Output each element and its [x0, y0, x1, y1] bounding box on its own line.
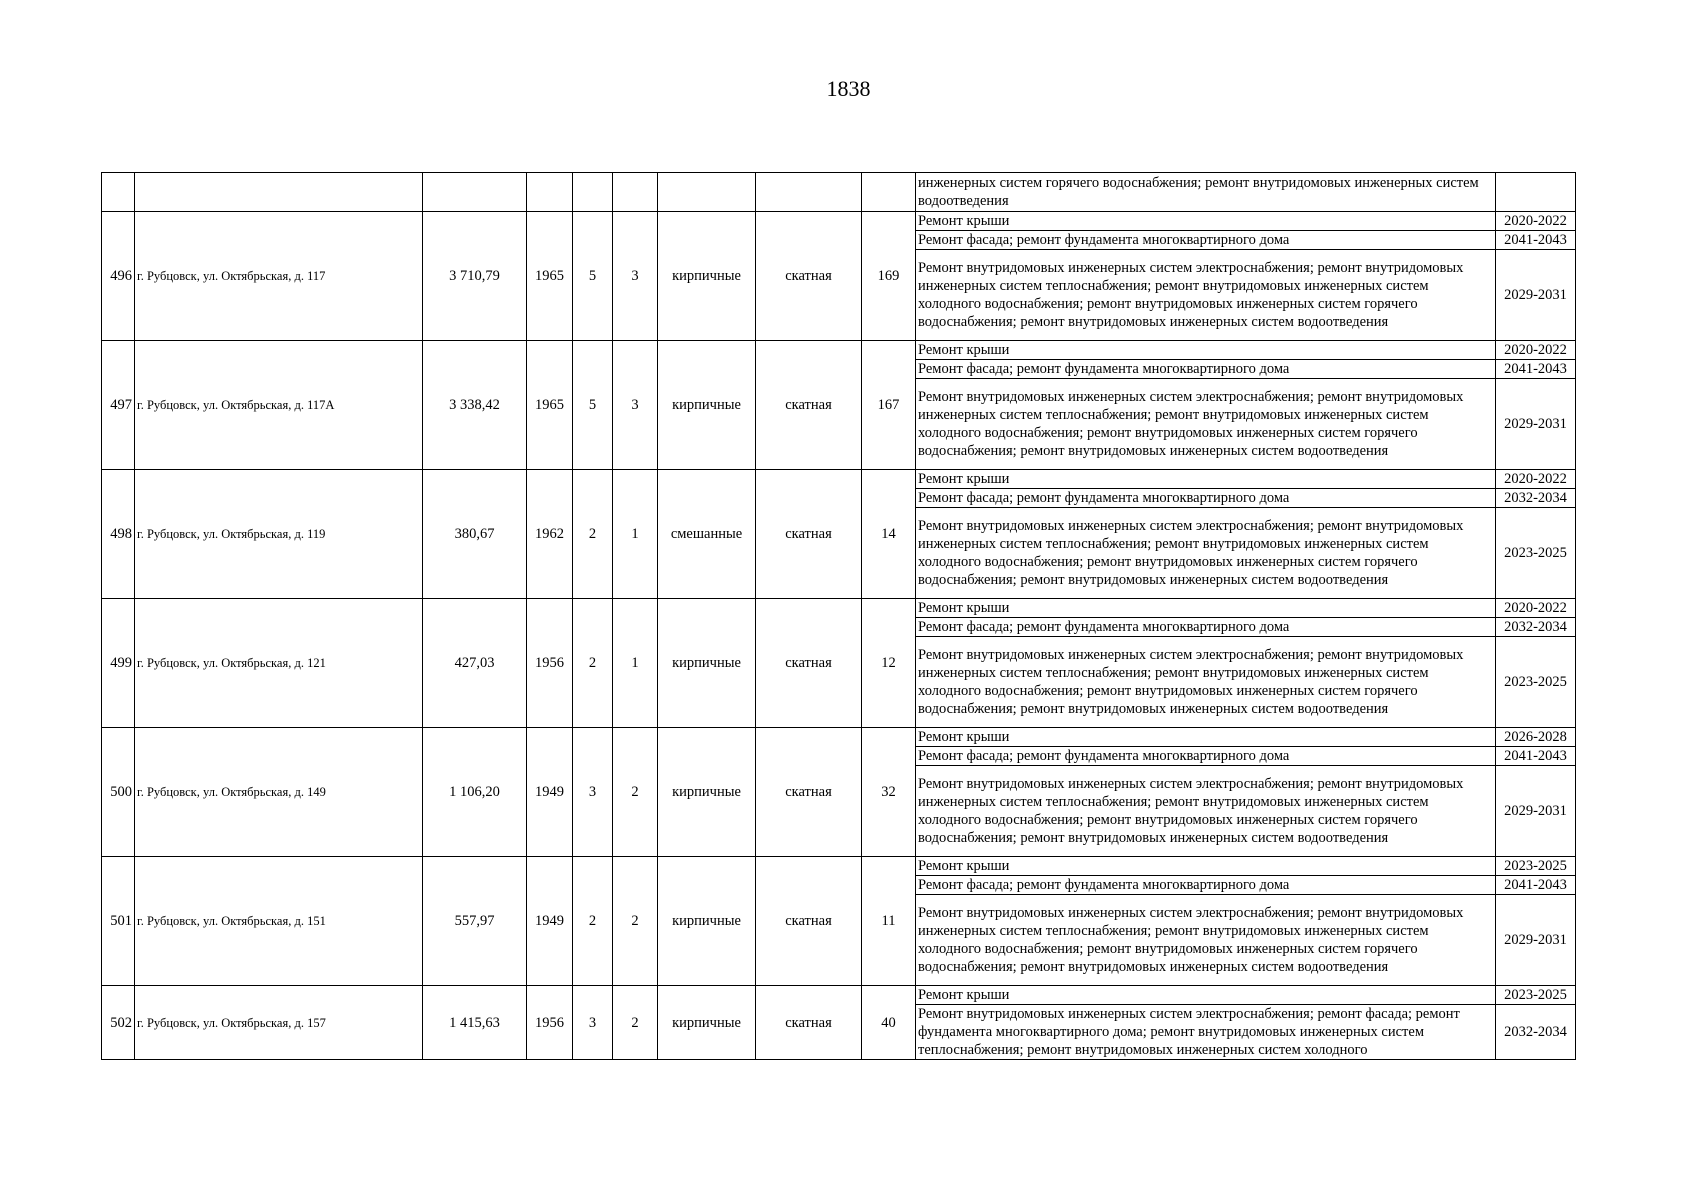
cell-work-type: Ремонт фасада; ремонт фундамента многоквартирного дома — [916, 489, 1496, 508]
cell-roof: скатная — [756, 986, 862, 1060]
cell-period: 2023-2025 — [1496, 508, 1576, 599]
cell-residents: 14 — [862, 470, 916, 599]
cell-work-type: Ремонт фасада; ремонт фундамента многоквартирного дома — [916, 876, 1496, 895]
table-row — [102, 599, 1576, 618]
cell-entrances: 2 — [613, 986, 658, 1060]
cell-roof: скатная — [756, 212, 862, 341]
cell-roof — [756, 173, 862, 212]
table-row — [102, 986, 1576, 1005]
cell-num: 497 — [102, 341, 135, 470]
cell-residents: 32 — [862, 728, 916, 857]
cell-period: 2029-2031 — [1496, 766, 1576, 857]
cell-address: г. Рубцовск, ул. Октябрьская, д. 121 — [135, 599, 423, 728]
table-row — [102, 470, 1576, 489]
cell-walls: смешанные — [658, 470, 756, 599]
continuation-row — [102, 173, 1576, 212]
cell-roof: скатная — [756, 728, 862, 857]
cell-entrances: 2 — [613, 857, 658, 986]
cell-num — [102, 173, 135, 212]
cell-floors: 2 — [573, 857, 613, 986]
cell-floors: 2 — [573, 470, 613, 599]
cell-work-type: Ремонт внутридомовых инженерных систем электроснабжения; ремонт внутридомовых инженерных систем теплоснабжения; ремонт внутридомовых инженерных систем холодного водоснабжения; ремонт внутридомовых инженерных систем горячего водоснабжения; ремонт внутридомовых инженерных систем водоотведения — [916, 766, 1496, 857]
cell-floors: 5 — [573, 212, 613, 341]
cell-area: 427,03 — [423, 599, 527, 728]
cell-floors: 2 — [573, 599, 613, 728]
cell-work-type: Ремонт внутридомовых инженерных систем электроснабжения; ремонт внутридомовых инженерных систем теплоснабжения; ремонт внутридомовых инженерных систем холодного водоснабжения; ремонт внутридомовых инженерных систем горячего водоснабжения; ремонт внутридомовых инженерных систем водоотведения — [916, 250, 1496, 341]
table-row — [102, 212, 1576, 231]
cell-residents — [862, 173, 916, 212]
cell-residents: 11 — [862, 857, 916, 986]
cell-year: 1949 — [527, 728, 573, 857]
cell-period: 2029-2031 — [1496, 895, 1576, 986]
table-row — [102, 341, 1576, 360]
cell-address: г. Рубцовск, ул. Октябрьская, д. 151 — [135, 857, 423, 986]
cell-roof: скатная — [756, 470, 862, 599]
cell-work-type: Ремонт внутридомовых инженерных систем электроснабжения; ремонт внутридомовых инженерных систем теплоснабжения; ремонт внутридомовых инженерных систем холодного водоснабжения; ремонт внутридомовых инженерных систем горячего водоснабжения; ремонт внутридомовых инженерных систем водоотведения — [916, 637, 1496, 728]
cell-address: г. Рубцовск, ул. Октябрьская, д. 119 — [135, 470, 423, 599]
cell-entrances: 2 — [613, 728, 658, 857]
cell-residents: 40 — [862, 986, 916, 1060]
cell-address: г. Рубцовск, ул. Октябрьская, д. 149 — [135, 728, 423, 857]
cell-work-type: Ремонт фасада; ремонт фундамента многоквартирного дома — [916, 360, 1496, 379]
cell-walls: кирпичные — [658, 341, 756, 470]
cell-period: 2023-2025 — [1496, 857, 1576, 876]
cell-period: 2041-2043 — [1496, 360, 1576, 379]
table-body — [102, 173, 1576, 1060]
cell-period: 2032-2034 — [1496, 489, 1576, 508]
cell-area: 557,97 — [423, 857, 527, 986]
cell-address: г. Рубцовск, ул. Октябрьская, д. 117А — [135, 341, 423, 470]
cell-period: 2026-2028 — [1496, 728, 1576, 747]
cell-period: 2032-2034 — [1496, 1005, 1576, 1060]
cell-work-type: Ремонт крыши — [916, 857, 1496, 876]
cell-area: 3 710,79 — [423, 212, 527, 341]
cell-year: 1956 — [527, 986, 573, 1060]
cell-work-type: Ремонт фасада; ремонт фундамента многоквартирного дома — [916, 231, 1496, 250]
cell-floors: 3 — [573, 728, 613, 857]
cell-entrances — [613, 173, 658, 212]
cell-year: 1949 — [527, 857, 573, 986]
cell-work-continuation: инженерных систем горячего водоснабжения; ремонт внутридомовых инженерных систем водоотведения — [916, 173, 1496, 212]
cell-walls: кирпичные — [658, 728, 756, 857]
cell-floors — [573, 173, 613, 212]
cell-roof: скатная — [756, 857, 862, 986]
cell-walls: кирпичные — [658, 857, 756, 986]
cell-year: 1956 — [527, 599, 573, 728]
cell-period: 2029-2031 — [1496, 250, 1576, 341]
cell-work-type: Ремонт внутридомовых инженерных систем электроснабжения; ремонт внутридомовых инженерных систем теплоснабжения; ремонт внутридомовых инженерных систем холодного водоснабжения; ремонт внутридомовых инженерных систем горячего водоснабжения; ремонт внутридомовых инженерных систем водоотведения — [916, 379, 1496, 470]
cell-work-type: Ремонт крыши — [916, 341, 1496, 360]
cell-work-type: Ремонт внутридомовых инженерных систем электроснабжения; ремонт фасада; ремонт фундамента многоквартирного дома; ремонт внутридомовых инженерных систем теплоснабжения; ремонт внутридомовых инженерных систем холодного — [916, 1005, 1496, 1060]
cell-year: 1965 — [527, 341, 573, 470]
cell-num: 496 — [102, 212, 135, 341]
cell-num: 499 — [102, 599, 135, 728]
cell-work-type: Ремонт внутридомовых инженерных систем электроснабжения; ремонт внутридомовых инженерных систем теплоснабжения; ремонт внутридомовых инженерных систем холодного водоснабжения; ремонт внутридомовых инженерных систем горячего водоснабжения; ремонт внутридомовых инженерных систем водоотведения — [916, 508, 1496, 599]
cell-year: 1965 — [527, 212, 573, 341]
cell-residents: 169 — [862, 212, 916, 341]
cell-period: 2041-2043 — [1496, 876, 1576, 895]
table-row — [102, 728, 1576, 747]
cell-floors: 5 — [573, 341, 613, 470]
cell-residents: 12 — [862, 599, 916, 728]
cell-walls: кирпичные — [658, 986, 756, 1060]
cell-floors: 3 — [573, 986, 613, 1060]
cell-period: 2020-2022 — [1496, 212, 1576, 231]
cell-work-type: Ремонт крыши — [916, 986, 1496, 1005]
cell-address — [135, 173, 423, 212]
cell-walls — [658, 173, 756, 212]
cell-work-type: Ремонт крыши — [916, 470, 1496, 489]
cell-roof: скатная — [756, 341, 862, 470]
cell-period: 2032-2034 — [1496, 618, 1576, 637]
cell-period: 2020-2022 — [1496, 470, 1576, 489]
cell-area: 380,67 — [423, 470, 527, 599]
cell-num: 502 — [102, 986, 135, 1060]
cell-entrances: 1 — [613, 599, 658, 728]
cell-walls: кирпичные — [658, 599, 756, 728]
cell-address: г. Рубцовск, ул. Октябрьская, д. 157 — [135, 986, 423, 1060]
cell-work-type: Ремонт крыши — [916, 599, 1496, 618]
cell-area: 1 106,20 — [423, 728, 527, 857]
cell-period: 2020-2022 — [1496, 599, 1576, 618]
cell-work-type: Ремонт внутридомовых инженерных систем электроснабжения; ремонт внутридомовых инженерных систем теплоснабжения; ремонт внутридомовых инженерных систем холодного водоснабжения; ремонт внутридомовых инженерных систем горячего водоснабжения; ремонт внутридомовых инженерных систем водоотведения — [916, 895, 1496, 986]
cell-year — [527, 173, 573, 212]
cell-period: 2023-2025 — [1496, 637, 1576, 728]
cell-walls: кирпичные — [658, 212, 756, 341]
cell-entrances: 3 — [613, 341, 658, 470]
page-number: 1838 — [826, 76, 871, 101]
cell-entrances: 3 — [613, 212, 658, 341]
cell-period: 2029-2031 — [1496, 379, 1576, 470]
cell-num: 498 — [102, 470, 135, 599]
cell-period: 2020-2022 — [1496, 341, 1576, 360]
cell-entrances: 1 — [613, 470, 658, 599]
cell-address: г. Рубцовск, ул. Октябрьская, д. 117 — [135, 212, 423, 341]
cell-period: 2023-2025 — [1496, 986, 1576, 1005]
cell-year: 1962 — [527, 470, 573, 599]
cell-area: 1 415,63 — [423, 986, 527, 1060]
housing-repair-table — [101, 172, 1576, 1060]
cell-area: 3 338,42 — [423, 341, 527, 470]
cell-num: 500 — [102, 728, 135, 857]
cell-period-continuation — [1496, 173, 1576, 212]
cell-work-type: Ремонт фасада; ремонт фундамента многоквартирного дома — [916, 618, 1496, 637]
table-row — [102, 857, 1576, 876]
cell-area — [423, 173, 527, 212]
cell-work-type: Ремонт крыши — [916, 728, 1496, 747]
cell-roof: скатная — [756, 599, 862, 728]
cell-work-type: Ремонт фасада; ремонт фундамента многоквартирного дома — [916, 747, 1496, 766]
cell-period: 2041-2043 — [1496, 231, 1576, 250]
cell-residents: 167 — [862, 341, 916, 470]
cell-num: 501 — [102, 857, 135, 986]
cell-period: 2041-2043 — [1496, 747, 1576, 766]
cell-work-type: Ремонт крыши — [916, 212, 1496, 231]
